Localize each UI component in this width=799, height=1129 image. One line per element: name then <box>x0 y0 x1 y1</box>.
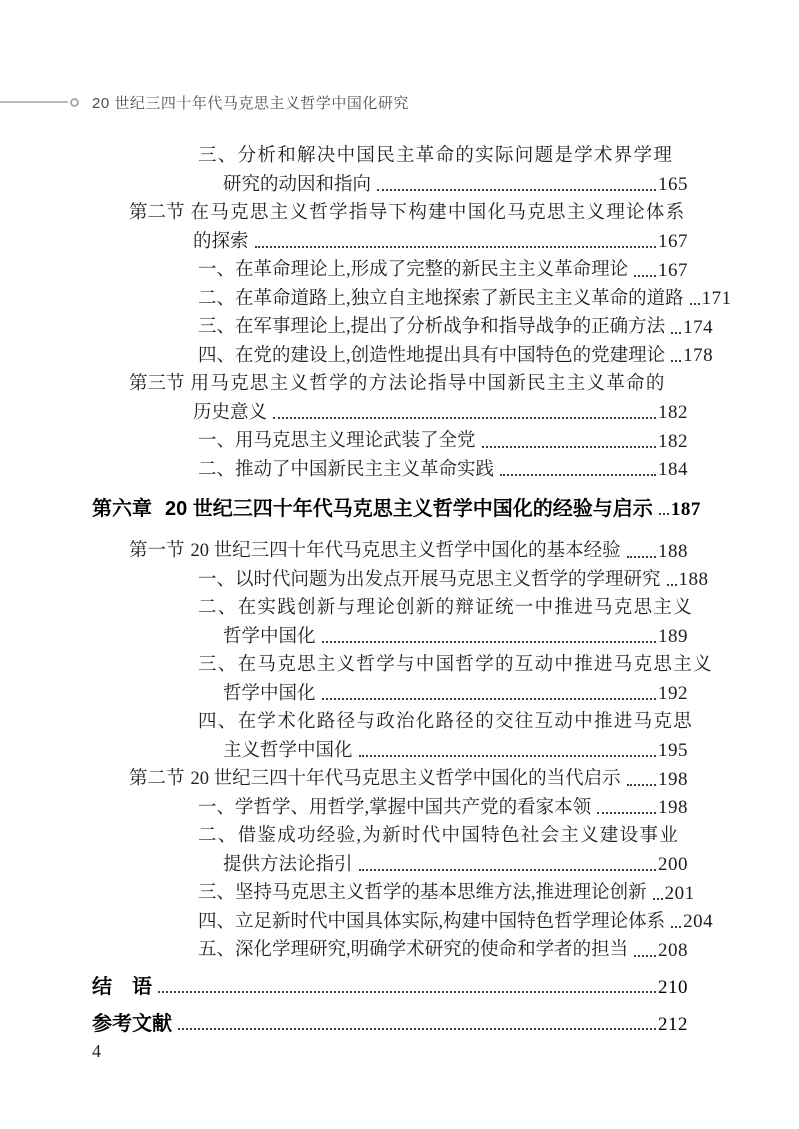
toc-row <box>92 225 688 254</box>
toc-page-number: 171 <box>701 288 732 310</box>
toc-row <box>92 453 688 482</box>
toc-row <box>92 876 695 905</box>
header-ring-icon <box>70 98 79 107</box>
toc-page-number: 195 <box>658 740 688 762</box>
toc-entry-title: 哲学中国化 <box>223 626 316 647</box>
toc-page-number: 198 <box>658 768 688 790</box>
running-header <box>0 93 409 111</box>
dot-leader <box>255 246 656 248</box>
dot-leader <box>359 869 656 871</box>
toc-entry-title: 参考文献 <box>92 1012 172 1035</box>
toc-row <box>92 424 688 453</box>
toc-entry-title: 五、深化学理研究,明确学术研究的使命和学者的担当 <box>198 940 629 961</box>
toc-entry-title: 一、在革命理论上,形成了完整的新民主主义革命理论 <box>198 260 629 281</box>
toc-row <box>92 648 713 677</box>
toc-entry-number: 第三节 <box>129 374 185 395</box>
toc-row <box>92 969 688 999</box>
dot-leader <box>671 360 681 362</box>
toc-page-number: 208 <box>658 939 688 961</box>
toc-entry-title: 研究的动因和指向 <box>223 174 372 195</box>
toc-row <box>92 490 701 521</box>
toc-row <box>92 534 688 563</box>
toc-entry-title: 20 世纪三四十年代马克思主义哲学中国化的基本经验 <box>190 541 621 562</box>
toc-row <box>92 848 688 877</box>
header-rule-line <box>0 101 68 103</box>
toc-entry-title: 一、学哲学、用哲学,掌握中国共产党的看家本领 <box>198 797 592 818</box>
running-title: 20 世纪三四十年代马克思主义哲学中国化研究 <box>92 94 409 112</box>
dot-leader <box>322 698 656 700</box>
toc-row <box>92 933 688 962</box>
toc-entry-number: 第二节 <box>129 769 185 790</box>
dot-leader <box>634 955 656 957</box>
toc-page-number: 184 <box>658 459 688 481</box>
toc-page-number: 189 <box>658 626 688 648</box>
toc-row <box>92 253 688 282</box>
toc-entry-title: 三、分析和解决中国民主革命的实际问题是学术界学理 <box>198 146 674 167</box>
toc-entry-title: 在马克思主义哲学指导下构建中国化马克思主义理论体系 <box>190 203 686 224</box>
toc-entry-title: 历史意义 <box>193 402 268 423</box>
toc-row <box>92 734 688 763</box>
toc-row <box>92 705 694 734</box>
toc-entry-number: 第一节 <box>129 541 185 562</box>
toc-row <box>92 282 732 311</box>
toc-entry-title: 提供方法论指引 <box>223 854 353 875</box>
dot-leader <box>359 755 656 757</box>
toc-entry-title: 四、在学术化路径与政治化路径的交往互动中推进马克思 <box>198 712 694 733</box>
toc-row <box>92 339 714 368</box>
page-number: 4 <box>92 1041 101 1061</box>
toc-page-number: 188 <box>658 540 688 562</box>
dot-leader <box>671 926 681 928</box>
toc-entry-title: 二、推动了中国新民主主义革命实践 <box>198 459 495 480</box>
toc-page-number: 210 <box>658 976 688 998</box>
dot-leader <box>690 303 700 305</box>
toc-row <box>92 367 688 396</box>
toc-page-number: 167 <box>658 231 688 253</box>
toc-entry-title: 三、坚持马克思主义哲学的基本思维方法,推进理论创新 <box>198 883 647 904</box>
toc-entry-title: 二、借鉴成功经验,为新时代中国特色社会主义建设事业 <box>198 826 680 847</box>
toc-entry-title: 四、立足新时代中国具体实际,构建中国特色哲学理论体系 <box>198 911 666 932</box>
toc-entry-title: 结 语 <box>92 975 152 998</box>
toc-entry-title: 的探索 <box>193 231 249 252</box>
toc-page-number: 182 <box>658 430 688 452</box>
dot-leader <box>634 275 656 277</box>
toc-row <box>92 762 688 791</box>
toc-page-number: 174 <box>683 316 714 338</box>
toc-page-number: 192 <box>658 683 688 705</box>
toc-entry-title: 二、在实践创新与理论创新的辩证统一中推进马克思主义 <box>198 598 694 619</box>
dot-leader <box>178 1028 656 1030</box>
dot-leader <box>158 991 656 993</box>
toc-page-number: 187 <box>670 499 701 521</box>
toc-entry-title: 一、以时代问题为出发点开展马克思主义哲学的学理研究 <box>198 569 661 590</box>
toc-page-number: 188 <box>678 569 709 591</box>
toc-page-number: 198 <box>658 797 688 819</box>
toc-entry-title: 20 世纪三四十年代马克思主义哲学中国化的经验与启示 <box>165 498 653 520</box>
toc-page-number: 212 <box>658 1013 688 1035</box>
toc-entry-title: 二、在革命道路上,独立自主地探索了新民主主义革命的道路 <box>198 288 684 309</box>
table-of-contents <box>92 139 732 1036</box>
toc-row <box>92 591 694 620</box>
toc-row <box>92 905 714 934</box>
toc-page-number: 201 <box>664 882 695 904</box>
toc-row <box>92 819 688 848</box>
toc-row <box>92 396 688 425</box>
toc-page-number: 204 <box>683 911 714 933</box>
toc-row <box>92 620 688 649</box>
toc-page-number: 165 <box>658 174 688 196</box>
dot-leader <box>659 513 669 515</box>
toc-entry-title: 用马克思主义哲学的方法论指导中国新民主主义革命的 <box>190 374 666 395</box>
toc-entry-number: 第二节 <box>129 203 185 224</box>
toc-page-number: 182 <box>658 402 688 424</box>
toc-page-number: 200 <box>658 854 688 876</box>
toc-entry-title: 哲学中国化 <box>223 683 316 704</box>
toc-row <box>92 196 688 225</box>
dot-leader <box>377 189 656 191</box>
toc-entry-title: 一、用马克思主义理论武装了全党 <box>198 431 476 452</box>
dot-leader <box>597 812 656 814</box>
dot-leader <box>667 584 677 586</box>
dot-leader <box>627 556 656 558</box>
dot-leader <box>322 641 656 643</box>
toc-row <box>92 310 714 339</box>
toc-entry-title: 三、在军事理论上,提出了分析战争和指导战争的正确方法 <box>198 317 666 338</box>
toc-page-number: 167 <box>658 259 688 281</box>
toc-entry-number: 第六章 <box>92 498 152 520</box>
toc-entry-title: 三、在马克思主义哲学与中国哲学的互动中推进马克思主义 <box>198 655 713 676</box>
toc-row <box>92 677 688 706</box>
dot-leader <box>273 417 656 419</box>
toc-page-number: 178 <box>683 345 714 367</box>
dot-leader <box>500 474 656 476</box>
toc-row <box>92 1006 688 1036</box>
toc-row <box>92 139 688 168</box>
toc-row <box>92 791 688 820</box>
toc-row <box>92 168 688 197</box>
toc-row <box>92 563 709 592</box>
dot-leader <box>671 332 681 334</box>
toc-entry-title: 主义哲学中国化 <box>223 740 353 761</box>
toc-entry-title: 20 世纪三四十年代马克思主义哲学中国化的当代启示 <box>190 769 621 790</box>
toc-entry-title: 四、在党的建设上,创造性地提出具有中国特色的党建理论 <box>198 345 666 366</box>
dot-leader <box>627 784 656 786</box>
dot-leader <box>653 898 663 900</box>
dot-leader <box>482 446 656 448</box>
